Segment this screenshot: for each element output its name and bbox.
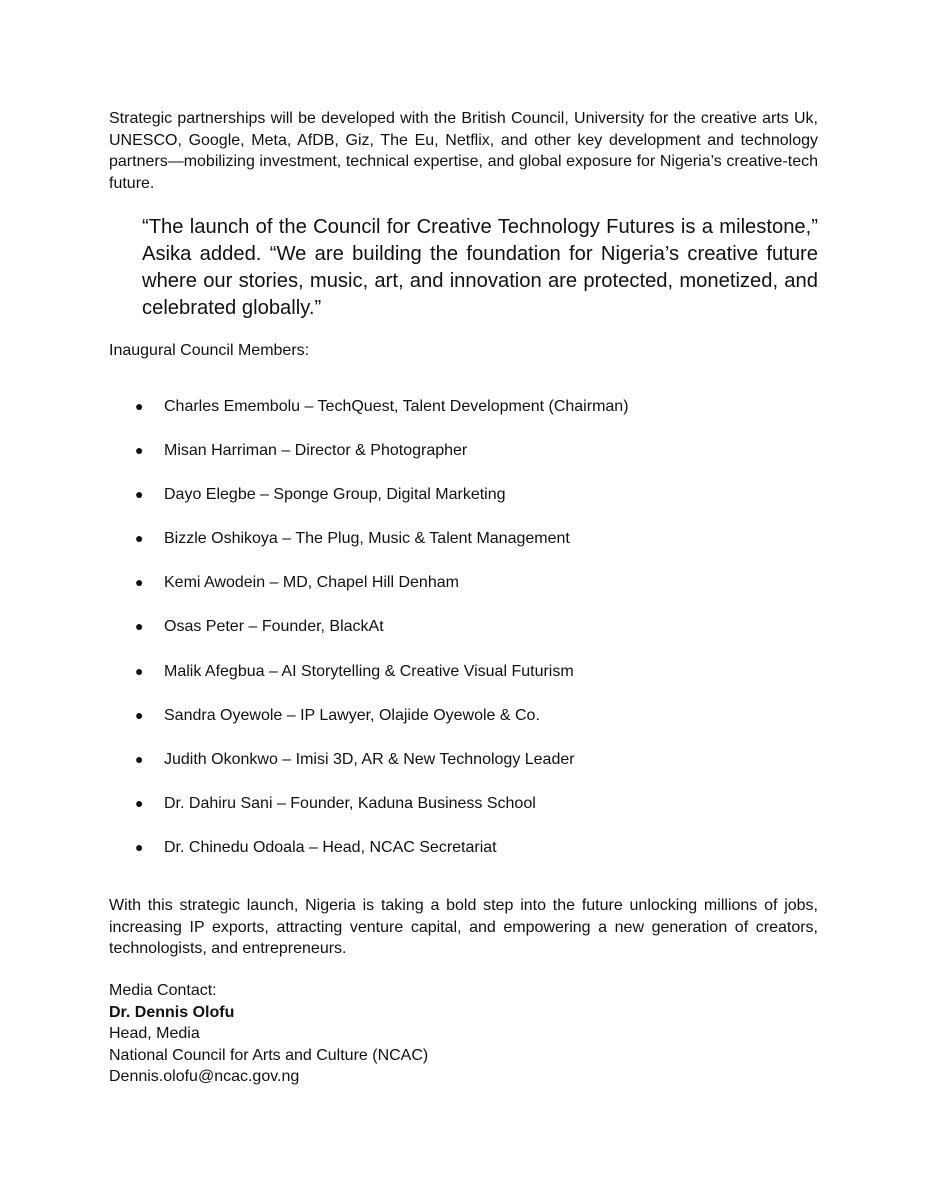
list-item [0,396,927,440]
contact-name: Dr. Dennis Olofu [109,1003,235,1021]
closing-paragraph: With this strategic launch, Nigeria is taking a bold step into the future unlocking millions of jobs, increasing IP exports, attracting venture capital, and empowering a new generation of creators, technologists, and entrepreneurs. [109,897,818,957]
member-entry: Malik Afegbua – AI Storytelling & Creative Visual Futurism [164,662,574,680]
list-item [0,440,927,484]
member-entry: Dr. Chinedu Odoala – Head, NCAC Secretariat [164,838,497,856]
list-item [0,484,927,528]
member-entry: Dr. Dahiru Sani – Founder, Kaduna Business School [164,794,536,812]
list-item [0,837,927,881]
bullet-icon: ● [135,750,144,767]
bullet-icon: ● [135,794,144,811]
member-entry: Dayo Elegbe – Sponge Group, Digital Marketing [164,486,506,504]
bullet-icon: ● [135,574,144,591]
member-entry: Charles Emembolu – TechQuest, Talent Development (Chairman) [164,398,629,415]
list-item [0,572,927,616]
bullet-icon: ● [135,706,144,723]
list-item [0,749,927,793]
asika-quote: “The launch of the Council for Creative Technology Futures is a milestone,” Asika added. “We are building the foundation for Nigeria’s creative future where our stories, music, art, and innovation are protected, monetized, and celebrated globally.” [142,216,818,319]
list-item [0,793,927,837]
member-entry: Bizzle Oshikoya – The Plug, Music & Talent Management [164,530,570,548]
bullet-icon: ● [135,486,144,503]
list-item [0,705,927,749]
member-entry: Osas Peter – Founder, BlackAt [164,618,384,636]
contact-email: Dennis.olofu@ncac.gov.ng [109,1068,300,1085]
bullet-icon: ● [135,838,144,855]
contact-title: Head, Media [109,1025,200,1042]
list-item [0,661,927,705]
members-list [0,396,927,881]
media-contact-block [109,980,428,1088]
contact-label: Media Contact: [109,982,217,999]
bullet-icon: ● [135,442,144,459]
member-entry: Sandra Oyewole – IP Lawyer, Olajide Oyewole & Co. [164,706,540,724]
member-entry: Kemi Awodein – MD, Chapel Hill Denham [164,574,459,592]
member-entry: Judith Okonkwo – Imisi 3D, AR & New Technology Leader [164,750,575,768]
bullet-icon: ● [135,618,144,635]
bullet-icon: ● [135,662,144,679]
intro-paragraph: Strategic partnerships will be developed with the British Council, University for the creative arts Uk, UNESCO, Google, Meta, AfDB, Giz, The Eu, Netflix, and other key development and technology partners—mobilizing investment, technical expertise, and global exposure for Nigeria’s creative-tech future. [109,110,818,192]
member-entry: Misan Harriman – Director & Photographer [164,442,468,460]
members-heading: Inaugural Council Members: [109,342,310,359]
list-item [0,528,927,572]
bullet-icon: ● [135,530,144,547]
bullet-icon: ● [135,398,144,414]
list-item [0,616,927,660]
contact-organization: National Council for Arts and Culture (NCAC) [109,1046,429,1064]
